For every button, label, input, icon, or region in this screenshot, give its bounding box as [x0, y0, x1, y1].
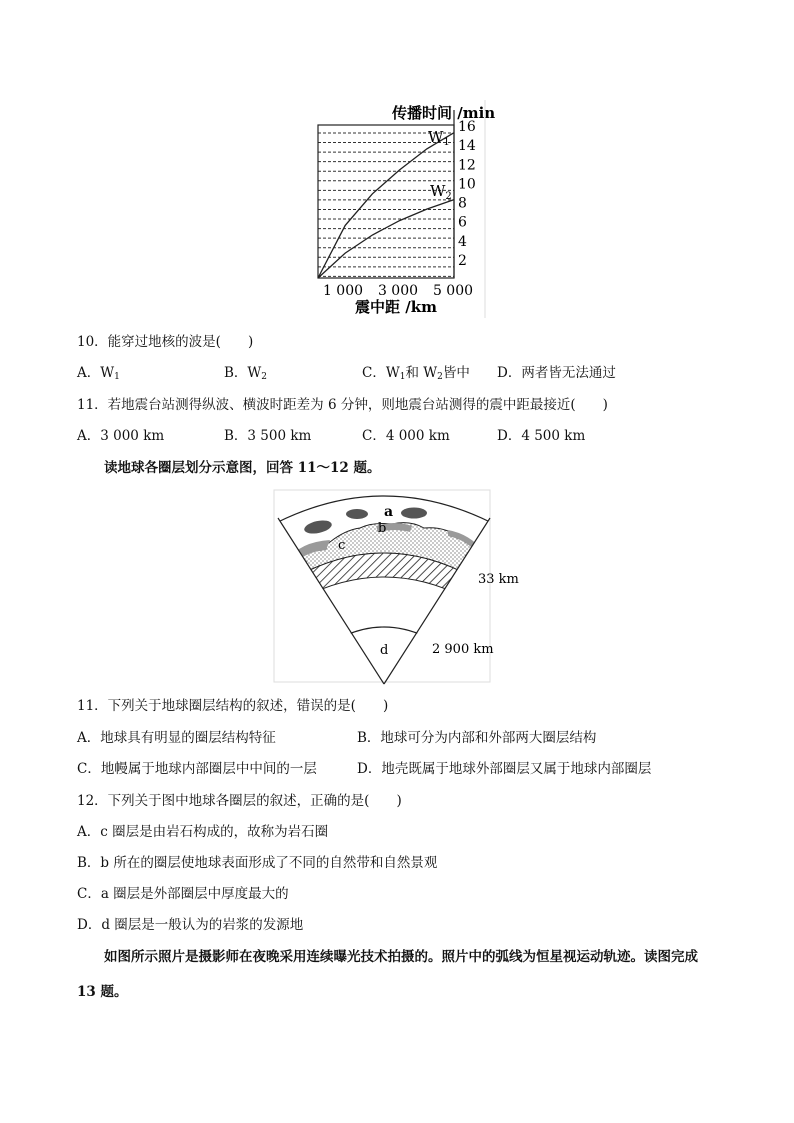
instruction-13-line2: 13 题。	[77, 984, 128, 1000]
cloud-blob	[401, 508, 427, 519]
q11a-option-d: D．4 500 km	[497, 428, 586, 444]
label-b: b	[378, 521, 387, 536]
x-tick-label: 3 000	[377, 283, 419, 299]
instruction-13-line1: 如图所示照片是摄影师在夜晚采用连续曝光技术拍摄的。照片中的弧线为恒星视运动轨迹。读图完成	[104, 949, 698, 965]
cloud-blob	[346, 509, 368, 519]
x-axis-label: 震中距 /km	[355, 298, 437, 316]
earth-layers-diagram	[0, 486, 794, 686]
q12-option-c: C．a 圈层是外部圈层中厚度最大的	[77, 886, 289, 902]
q10-option-d: D．两者皆无法通过	[497, 365, 616, 381]
series-w1-line	[318, 133, 454, 278]
q10-option-c: C．$W_1$和 $W_2$皆中	[362, 365, 470, 382]
q11b-option-c: C．地幔属于地球内部圈层中中间的一层	[77, 761, 317, 777]
q11a-stem: 11．若地震台站测得纵波、横波时距差为 6 分钟，则地震台站测得的震中距最接近( )	[77, 397, 608, 413]
x-tick-label: 5 000	[432, 283, 474, 299]
q11a-option-c: C．4 000 km	[362, 428, 450, 444]
q11b-option-b: B．地球可分为内部和外部两大圈层结构	[357, 730, 597, 746]
instruction-11-12: 读地球各圈层划分示意图，回答 11～12 题。	[104, 460, 381, 476]
q10-stem: 10．能穿过地核的波是( )	[77, 334, 254, 350]
y-tick-label: 8	[458, 195, 467, 212]
chart-gridlines	[318, 133, 454, 276]
q11a-option-a: A．3 000 km	[77, 428, 165, 444]
depth-33km: 33 km	[478, 572, 519, 587]
y-tick-label: 2	[458, 252, 467, 269]
q11b-option-d: D．地壳既属于地球外部圈层又属于地球内部圈层	[357, 761, 652, 777]
x-tick-label: 1 000	[322, 283, 364, 299]
series-w1-label: $W_1$	[428, 128, 450, 148]
label-d: d	[380, 643, 389, 658]
seismic-wave-chart	[0, 0, 794, 320]
label-a: a	[384, 504, 394, 520]
y-tick-label: 12	[458, 157, 476, 174]
y-axis-label: 传播时间 /min	[392, 104, 496, 122]
q11a-option-b: B．3 500 km	[224, 428, 312, 444]
core-boundary	[336, 627, 432, 640]
q12-stem: 12．下列关于图中地球各圈层的叙述，正确的是( )	[77, 793, 402, 809]
depth-2900km: 2 900 km	[432, 642, 494, 657]
y-tick-label: 16	[458, 119, 476, 135]
q12-option-a: A．c 圈层是由岩石构成的，故称为岩石圈	[77, 824, 329, 840]
q12-option-d: D．d 圈层是一般认为的岩浆的发源地	[77, 917, 304, 933]
cloud-blob	[303, 518, 333, 536]
series-w2-label: $W_2$	[430, 182, 452, 202]
y-tick-label: 10	[458, 176, 476, 193]
label-c: c	[338, 538, 346, 553]
q11b-stem: 11．下列关于地球圈层结构的叙述，错误的是( )	[77, 698, 389, 714]
q10-option-a: A．$W_1$	[77, 365, 120, 382]
y-tick-label: 14	[458, 138, 476, 155]
q12-option-b: B．b 所在的圈层使地球表面形成了不同的自然带和自然景观	[77, 855, 438, 871]
q11b-option-a: A．地球具有明显的圈层结构特征	[77, 730, 276, 746]
y-tick-label: 4	[458, 233, 467, 250]
plot-frame	[318, 125, 454, 278]
q10-option-b: B．$W_2$	[224, 365, 268, 382]
y-tick-label: 6	[458, 214, 467, 231]
